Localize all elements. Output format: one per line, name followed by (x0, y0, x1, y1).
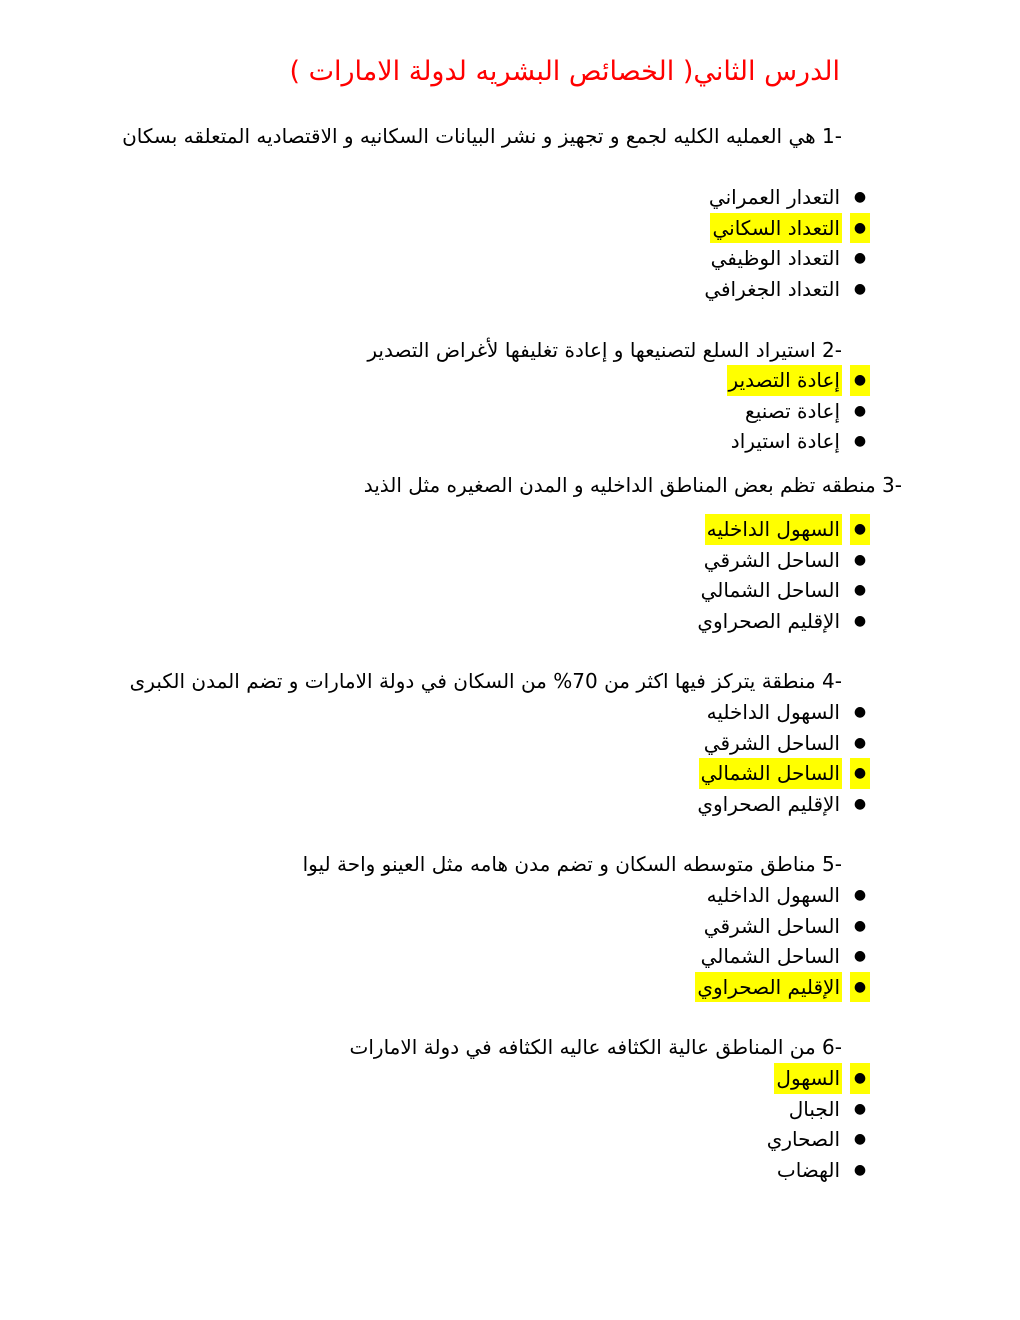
bullet-icon: ● (853, 1131, 867, 1147)
option-text: السهول الداخليه (706, 883, 840, 907)
option-text: الساحل الشرقي (703, 547, 840, 572)
question-stem: استيراد السلع لتصنيعها و إعادة تغليفها لأغراض التصدير (367, 338, 816, 362)
question-stem: من المناطق عالية الكثافه عاليه الكثافه في دولة الامارات (349, 1035, 816, 1059)
option-text: الساحل الشمالي (699, 758, 842, 789)
bullet-icon: ● (853, 551, 867, 568)
bullet-icon: ● (853, 612, 867, 629)
option-text: الإقليم الصحراوي (695, 972, 842, 1003)
bullet-icon: ● (853, 582, 867, 598)
bullet-icon: ● (853, 402, 867, 419)
question-number: 4- (822, 669, 842, 693)
question-number: 3- (882, 473, 902, 497)
bullet-icon: ● (853, 887, 867, 903)
option-text: الجبال (788, 1096, 840, 1121)
bullet-icon: ● (853, 917, 867, 934)
option-text: الساحل الشمالي (700, 578, 840, 602)
question-stem: هي العمليه الكليه لجمع و تجهيز و نشر البيانات السكانيه و الاقتصاديه المتعلقه بسكان (122, 124, 816, 148)
bullet-icon: ● (853, 189, 867, 205)
option-text: الساحل الشمالي (700, 944, 840, 968)
question-2-text (367, 335, 842, 365)
page-title: الدرس الثاني( الخصائص البشريه لدولة الامارات ) (289, 56, 840, 87)
option-text: السهول الداخليه (706, 700, 840, 724)
option-text: التعداد الجغرافي (704, 276, 840, 301)
question-number: 2- (822, 338, 842, 362)
question-1-text (42, 121, 842, 151)
bullet-icon: ● (850, 1063, 870, 1094)
bullet-icon: ● (850, 514, 870, 545)
bullet-icon: ● (853, 250, 867, 266)
question-number: 6- (822, 1035, 842, 1059)
question-number: 1- (822, 124, 842, 148)
option-text: الصحاري (766, 1127, 840, 1151)
option-text: السهول الداخليه (705, 514, 842, 545)
bullet-icon: ● (853, 948, 867, 964)
bullet-icon: ● (850, 758, 870, 789)
option-text: إعادة التصدير (727, 365, 842, 396)
option-text: الإقليم الصحراوي (697, 791, 840, 816)
bullet-icon: ● (850, 365, 870, 396)
bullet-icon: ● (853, 734, 867, 751)
bullet-icon: ● (853, 1161, 867, 1178)
question-5-text (303, 849, 842, 879)
question-stem: مناطق متوسطه السكان و تضم مدن هامه مثل العينو واحة ليوا (302, 852, 816, 876)
bullet-icon: ● (853, 433, 867, 449)
option-text: الإقليم الصحراوي (697, 608, 840, 633)
bullet-icon: ● (850, 972, 870, 1003)
option-text: السهول (774, 1063, 842, 1094)
option-text: إعادة تصنيع (745, 398, 840, 423)
question-stem: منطقه تظم بعض المناطق الداخليه و المدن الصغيره مثل الذيد (363, 473, 876, 497)
option-text: الهضاب (776, 1157, 840, 1182)
question-6-text (350, 1032, 842, 1062)
question-stem: منطقة يتركز فيها اكثر من 70% من السكان في دولة الامارات و تضم المدن الكبرى (129, 669, 816, 693)
option-text: إعادة استيراد (730, 429, 840, 453)
option-text: الساحل الشرقي (703, 730, 840, 755)
question-4-text (130, 666, 842, 696)
option-text: التعداد الوظيفي (710, 246, 840, 270)
bullet-icon: ● (853, 795, 867, 812)
option-text: التعدار العمراني (708, 185, 840, 209)
option-text: الساحل الشرقي (703, 913, 840, 938)
bullet-icon: ● (853, 704, 867, 720)
question-3-text (364, 470, 902, 500)
bullet-icon: ● (853, 280, 867, 297)
bullet-icon: ● (850, 213, 870, 244)
option-text: التعداد السكاني (710, 213, 842, 244)
bullet-icon: ● (853, 1100, 867, 1117)
question-number: 5- (822, 852, 842, 876)
